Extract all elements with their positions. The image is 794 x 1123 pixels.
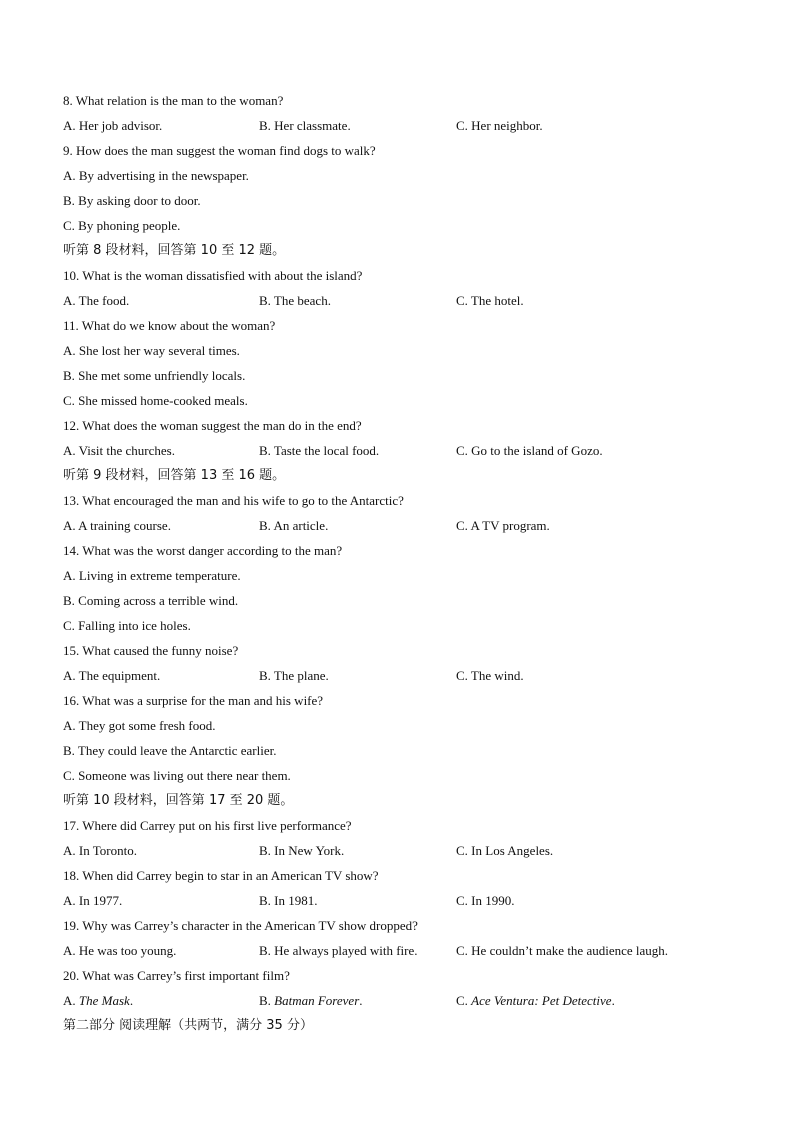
question-17: 17. Where did Carrey put on his first live performance? — [63, 818, 352, 833]
option-a: A. He was too young. — [63, 943, 177, 958]
question-15-options — [63, 663, 743, 688]
question-15: 15. What caused the funny noise? — [63, 643, 239, 658]
option-c: C. The wind. — [456, 668, 524, 683]
option-c: C. The hotel. — [456, 293, 524, 308]
option-b — [259, 988, 363, 1013]
option-a: A. The food. — [63, 293, 130, 308]
option-a: A. In 1977. — [63, 893, 123, 908]
option-b: B. Her classmate. — [259, 118, 351, 133]
option-c: C. A TV program. — [456, 518, 550, 533]
question-19: 19. Why was Carrey’s character in the American TV show dropped? — [63, 918, 418, 933]
option-suffix: . — [129, 993, 134, 1008]
option-c: C. Falling into ice holes. — [63, 618, 191, 633]
option-b: B. The beach. — [259, 293, 331, 308]
question-9: 9. How does the man suggest the woman find dogs to walk? — [63, 143, 376, 158]
option-a: A. The equipment. — [63, 668, 161, 683]
option-c: C. Someone was living out there near them. — [63, 768, 291, 783]
question-13-options — [63, 513, 743, 538]
option-prefix: A. — [63, 993, 79, 1008]
question-17-options — [63, 838, 743, 863]
question-16: 16. What was a surprise for the man and his wife? — [63, 693, 324, 708]
option-b: B. She met some unfriendly locals. — [63, 368, 246, 383]
option-c: C. By phoning people. — [63, 218, 181, 233]
option-c: C. Go to the island of Gozo. — [456, 443, 603, 458]
option-suffix: . — [359, 993, 363, 1008]
question-13: 13. What encouraged the man and his wife to go to the Antarctic? — [63, 493, 404, 508]
question-20-options — [63, 988, 743, 1013]
option-b: B. He always played with fire. — [259, 943, 418, 958]
part-two-heading: 第二部分 阅读理解（共两节，满分 35 分） — [63, 1018, 313, 1033]
option-b: B. An article. — [259, 518, 329, 533]
question-14: 14. What was the worst danger according to the man? — [63, 543, 343, 558]
option-prefix: C. — [456, 993, 472, 1008]
option-c: C. Her neighbor. — [456, 118, 543, 133]
option-b: B. Coming across a terrible wind. — [63, 593, 239, 608]
section-heading-9: 听第 9 段材料，回答第 13 至 16 题。 — [63, 468, 286, 483]
option-b: B. The plane. — [259, 668, 329, 683]
option-a — [63, 988, 133, 1013]
option-a: A. Visit the churches. — [63, 443, 175, 458]
question-20: 20. What was Carrey’s first important film? — [63, 968, 290, 983]
question-19-options — [63, 938, 743, 963]
option-b: B. In 1981. — [259, 893, 318, 908]
film-title: The Mask — [78, 993, 130, 1008]
question-10-options — [63, 288, 743, 313]
option-b: B. Taste the local food. — [259, 443, 380, 458]
film-title: Batman Forever — [274, 993, 360, 1008]
listening-questions — [63, 88, 743, 1038]
option-c: C. He couldn’t make the audience laugh. — [456, 943, 669, 958]
question-18: 18. When did Carrey begin to star in an American TV show? — [63, 868, 379, 883]
question-11: 11. What do we know about the woman? — [63, 318, 276, 333]
section-heading-10: 听第 10 段材料，回答第 17 至 20 题。 — [63, 793, 294, 808]
film-title: Ace Ventura: Pet Detective — [471, 993, 612, 1008]
question-10: 10. What is the woman dissatisfied with about the island? — [63, 268, 363, 283]
option-a: A. She lost her way several times. — [63, 343, 240, 358]
option-prefix: B. — [259, 993, 275, 1008]
option-c: C. In 1990. — [456, 893, 515, 908]
section-heading-8: 听第 8 段材料，回答第 10 至 12 题。 — [63, 243, 286, 258]
question-12-options — [63, 438, 743, 463]
option-b: B. They could leave the Antarctic earlier. — [63, 743, 277, 758]
option-b: B. By asking door to door. — [63, 193, 201, 208]
option-a: A. By advertising in the newspaper. — [63, 168, 249, 183]
option-suffix: . — [611, 993, 615, 1008]
question-12: 12. What does the woman suggest the man do in the end? — [63, 418, 362, 433]
option-a: A. In Toronto. — [63, 843, 137, 858]
option-a: A. Living in extreme temperature. — [63, 568, 241, 583]
option-b: B. In New York. — [259, 843, 345, 858]
question-8: 8. What relation is the man to the woman? — [63, 93, 284, 108]
option-a: A. Her job advisor. — [63, 118, 163, 133]
option-c: C. In Los Angeles. — [456, 843, 554, 858]
option-a: A. They got some fresh food. — [63, 718, 216, 733]
option-a: A. A training course. — [63, 518, 171, 533]
question-8-options — [63, 113, 743, 138]
option-c — [456, 988, 615, 1013]
question-18-options — [63, 888, 743, 913]
option-c: C. She missed home-cooked meals. — [63, 393, 248, 408]
